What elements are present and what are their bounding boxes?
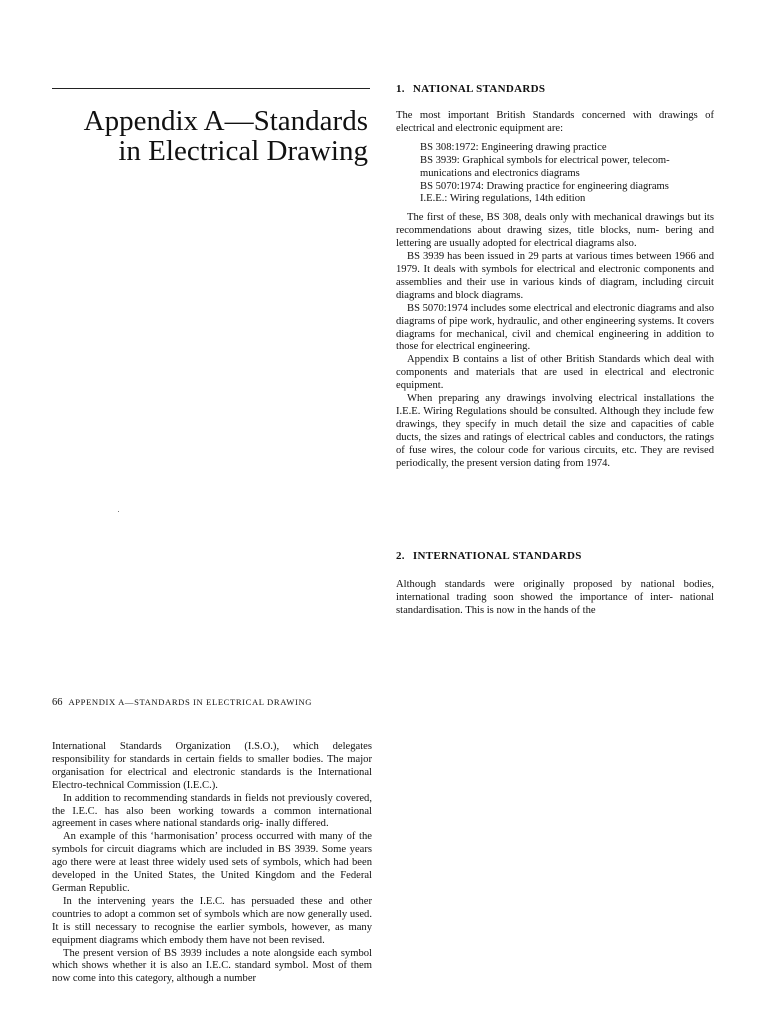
running-head-text: APPENDIX A—STANDARDS IN ELECTRICAL DRAWING [68, 697, 313, 707]
paragraph: The first of these, BS 308, deals only with mechanical drawings but its recommendations about drawing sizes, title blocks, num- bering and lettering are usually adopted for electrical diagrams also. [396, 212, 714, 250]
page-2-body [52, 741, 372, 986]
stray-mark [118, 511, 119, 512]
section-2-heading [396, 550, 714, 562]
section-2-number: 2. [396, 550, 405, 562]
running-head [52, 697, 312, 708]
page-number: 66 [52, 697, 63, 708]
section-2-title: INTERNATIONAL STANDARDS [412, 550, 582, 562]
title-line-1: Appendix A—Standards [83, 105, 368, 137]
paragraph: International Standards Organization (I.S.O.), which delegates responsibility for standards in certain fields to smaller bodies. The major organisation for electrical and electronic standards is the International Electro-technical Commission (I.E.C.). [52, 741, 372, 791]
standards-list-item: BS 5070:1974: Drawing practice for engineering diagrams [420, 180, 669, 192]
section-1-heading [396, 83, 714, 95]
section-1-title: NATIONAL STANDARDS [412, 83, 546, 95]
standards-list-item: I.E.E.: Wiring regulations, 14th edition [420, 193, 586, 205]
paragraph: BS 5070:1974 includes some electrical and electronic diagrams and also diagrams of pipe work, hydraulic, and other engineering systems. It covers diagrams for mechanical, civil and chemical engineering in addition to those for electrical engineering. [396, 302, 714, 353]
title-rule [52, 88, 370, 89]
title-line-2: in Electrical Drawing [118, 135, 368, 167]
section-1-intro: The most important British Standards concerned with drawings of electrical and electronic equipment are: [396, 110, 714, 134]
section-2-body [396, 579, 714, 618]
standards-list [396, 142, 714, 207]
paragraph: Although standards were originally proposed by national bodies, international trading soon showed the importance of inter- national standardisation. This is now in the hands of the [396, 579, 714, 616]
section-1-body [396, 110, 714, 470]
paragraph: In addition to recommending standards in fields not previously covered, the I.E.C. has also been working towards a common international agreement in cases where national standards orig- inally differed. [52, 792, 372, 830]
paragraph: The present version of BS 3939 includes a note alongside each symbol which shows whether it is also an I.E.C. standard symbol. Most of them now come into this category, although a number [52, 947, 372, 985]
paragraph: BS 3939 has been issued in 29 parts at various times between 1966 and 1979. It deals with symbols for electrical and electronic components and assemblies and their use in various kinds of diagram, including circuit diagrams and block diagrams. [396, 251, 714, 301]
paragraph: Appendix B contains a list of other British Standards which deal with components and materials that are used in electrical and electronic equipment. [396, 354, 714, 392]
section-1-number: 1. [396, 83, 405, 95]
standards-list-item: BS 308:1972: Engineering drawing practice [420, 141, 607, 153]
paragraph: An example of this ‘harmonisation’ process occurred with many of the symbols for circuit diagrams which are included in BS 3939. Some years ago there were at least three widely used sets of symbols, which had been developed in the United States, the United Kingdom and the Federal German Republic. [52, 831, 372, 894]
standards-list-item: BS 3939: Graphical symbols for electrical power, telecom- munications and electronics diagrams [420, 154, 670, 179]
paragraph: When preparing any drawings involving electrical installations the I.E.E. Wiring Regulations should be consulted. Although they include few drawings, they specify in much detail the size and capacities of cable ducts, the sizes and ratings of electrical cables and conductors, the ratings of fuse wires, the colour code for various circuits, etc. They are revised periodically, the present version dating from 1974. [396, 393, 714, 469]
page-title [52, 106, 368, 166]
paragraph: In the intervening years the I.E.C. has persuaded these and other countries to adopt a common set of symbols which are now generally used. It is still necessary to recognise the earlier symbols, however, as many equipment diagrams which embody them have not been revised. [52, 895, 372, 946]
